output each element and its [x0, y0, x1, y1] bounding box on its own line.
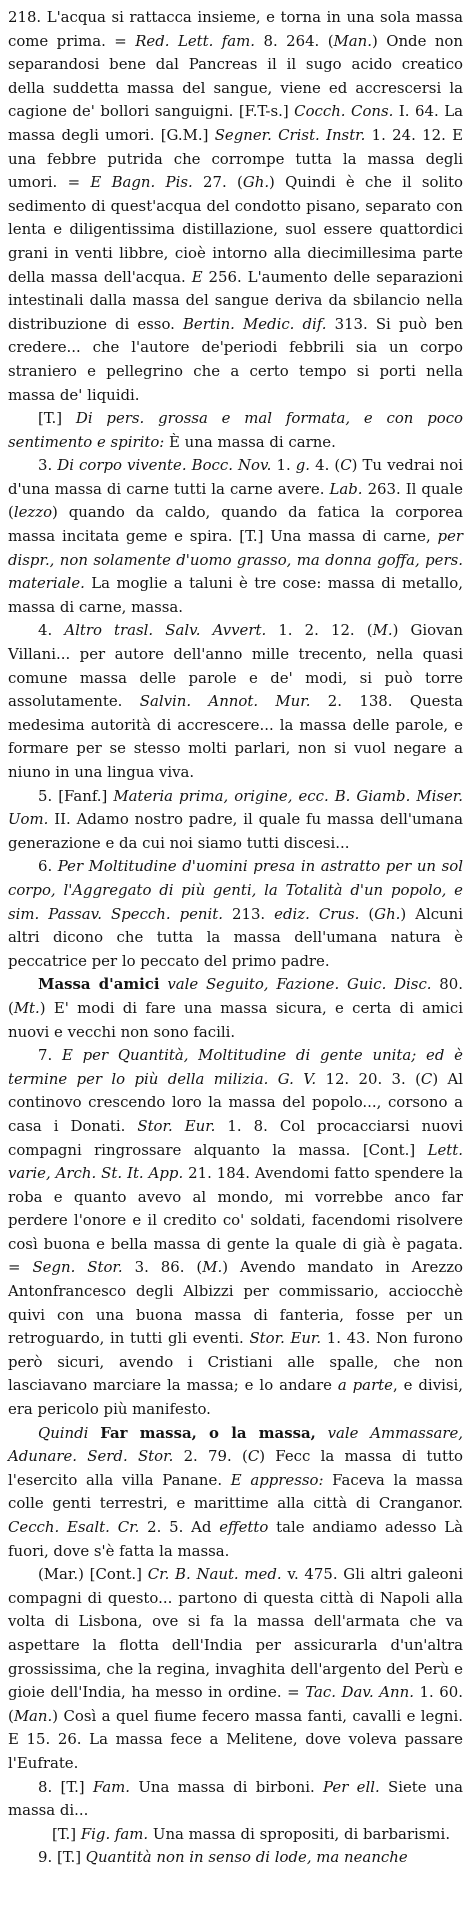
entry-paragraph: 9. [T.] Quantità non in senso di lode, ma neanche — [38, 1848, 408, 1867]
entry-paragraph: 5. [Fanf.] Materia prima, origine, ecc. B. Giamb. Miser. Uom. II. Adamo nostro padre, il quale fu massa dell'umana generazione e da cui noi siamo tutti discesi... — [8, 786, 464, 852]
entry-paragraph: Quindi Far massa, o la massa, vale Ammassare, Adunare. Serd. Stor. 2. 79. (C) Fecc la massa di tutto l'esercito alla villa Panane. E appresso: Faceva la massa colle genti terrestri, e marittime alla città di Cranganor. Cecch. Esalt. Cr. 2. 5. Ad effetto tale andiamo adesso Là fuori, dove s'è fatta la massa. — [8, 1423, 463, 1560]
entry-paragraph: 218. L'acqua si rattacca insieme, e torna in una sola massa come prima. = Red. Lett. fam. 8. 264. (Man.) Onde non separandosi bene dal Pancreas il il sugo acido creatico della suddetta massa del sangue, viene ed accrescersi la cagione de' bollori sanguigni. [F.T-s.] Cocch. Cons. I. 64. La massa degli umori. [G.M.] Segner. Crist. Instr. 1. 24. 12. E una febbre putrida che corrompe tutta la massa degli umori. = E Bagn. Pis. 27. (Gh.) Quindi è che il solito sedimento di quest'acqua del condotto pisano, separato con lenta e diligentissima distillazione, suol essere quattordici grani in venti libbre, cioè intorno alla diecimillesima parte della massa dell'acqua. E 256. L'aumento delle separazioni intestinali dalla massa del sangue deriva da sbilancio nella distribuzione di esso. Bertin. Medic. dif. 313. Si può ben credere... che l'autore de'periodi febbrili sia un corpo straniero e pellegrino che a certo tempo si porti nella massa de' liquidi. — [8, 8, 463, 404]
entry-paragraph: 6. Per Moltitudine d'uomini presa in astratto per un sol corpo, l'Aggregato di più genti, la Totalità d'un popolo, e sim. Passav. Specch. penit. 213. ediz. Crus. (Gh.) Alcuni altri dicono che tutta la massa dell'umana natura è peccatrice per lo peccato del primo padre. — [8, 857, 464, 970]
entry-paragraph: 3. Di corpo vivente. Bocc. Nov. 1. g. 4. (C) Tu vedrai noi d'una massa di carne tutti la carne avere. Lab. 263. Il quale (lezzo) quando da caldo, quando da fatica la corporea massa incitata geme e spira. [T.] Una massa di carne, per dispr., non solamente d'uomo grasso, ma donna goffa, pers. materiale. La moglie a taluni è tre cose: massa di metallo, massa di carne, massa. — [8, 456, 463, 616]
entry-paragraph: 7. E per Quantità, Moltitudine di gente unita; ed è termine per lo più della milizia. G. V. 12. 20. 3. (C) Al continovo crescendo loro la massa del popolo..., corsono a casa i Donati. Stor. Eur. 1. 8. Col procacciarsi nuovi compagni ringrossare alquanto la massa. [Cont.] Lett. varie, Arch. St. It. App. 21. 184. Avendomi fatto spendere la roba e quanto avevo al mondo, mi vorrebbe anco far perdere l'onore e il credito co' soldati, facendomi risolvere così buona e bella massa di gente la quale di già è pagata. = Segn. Stor. 3. 86. (M.) Avendo mandato in Arezzo Antonfrancesco degli Albizzi per commissario, acciocchè quivi con una buona massa di fanteria, fosse per un retroguardo, in tutti gli eventi. Stor. Eur. 1. 43. Non furono però sicuri, avendo i Cristiani alle spalle, che non lasciavano marciare la massa; e lo andare a parte, e divisi, era pericolo più manifesto. — [8, 1046, 464, 1419]
entry-paragraph: (Mar.) [Cont.] Cr. B. Naut. med. v. 475. Gli altri galeoni compagni di questo... partono di questa città di Napoli alla volta di Lisbona, ove si fa la massa dell'armata che va aspettare la flotta dell'India per assicurarla d'un'altra grossissima, che la regina, invaghita dell'argento del Perù e gioie dell'India, ha messo in ordine. = Tac. Dav. Ann. 1. 60. (Man.) Così a quel fiume fecero massa fanti, cavalli e legni. E 15. 26. La massa fece a Melitene, dove voleva passare l'Eufrate. — [8, 1565, 463, 1772]
entry-paragraph: [T.] Di pers. grossa e mal formata, e con poco sentimento e spirito: È una massa di carne. — [8, 409, 464, 451]
entry-paragraph: [T.] Fig. fam. Una massa di spropositi, di barbarismi. — [52, 1824, 451, 1843]
entry-paragraph: 4. Altro trasl. Salv. Avvert. 1. 2. 12. (M.) Giovan Villani... per autore dell'anno mille trecento, nella quasi comune massa delle parole e de' modi, si può torre assolutamente. Salvin. Annot. Mur. 2. 138. Questa medesima autorità di accrescere... la massa delle parole, e formare per se stesso molti parlari, non si vuol negare a niuno in una lingua viva. — [8, 621, 463, 781]
entry-paragraph: 8. [T.] Fam. Una massa di birboni. Per ell. Siete una massa di... — [8, 1777, 463, 1820]
entry-paragraph: Massa d'amici vale Seguito, Fazione. Guic. Disc. 80. (Mt.) E' modi di fare una massa sicura, e certa di amici nuovi e vecchi non sono facili. — [8, 975, 463, 1041]
